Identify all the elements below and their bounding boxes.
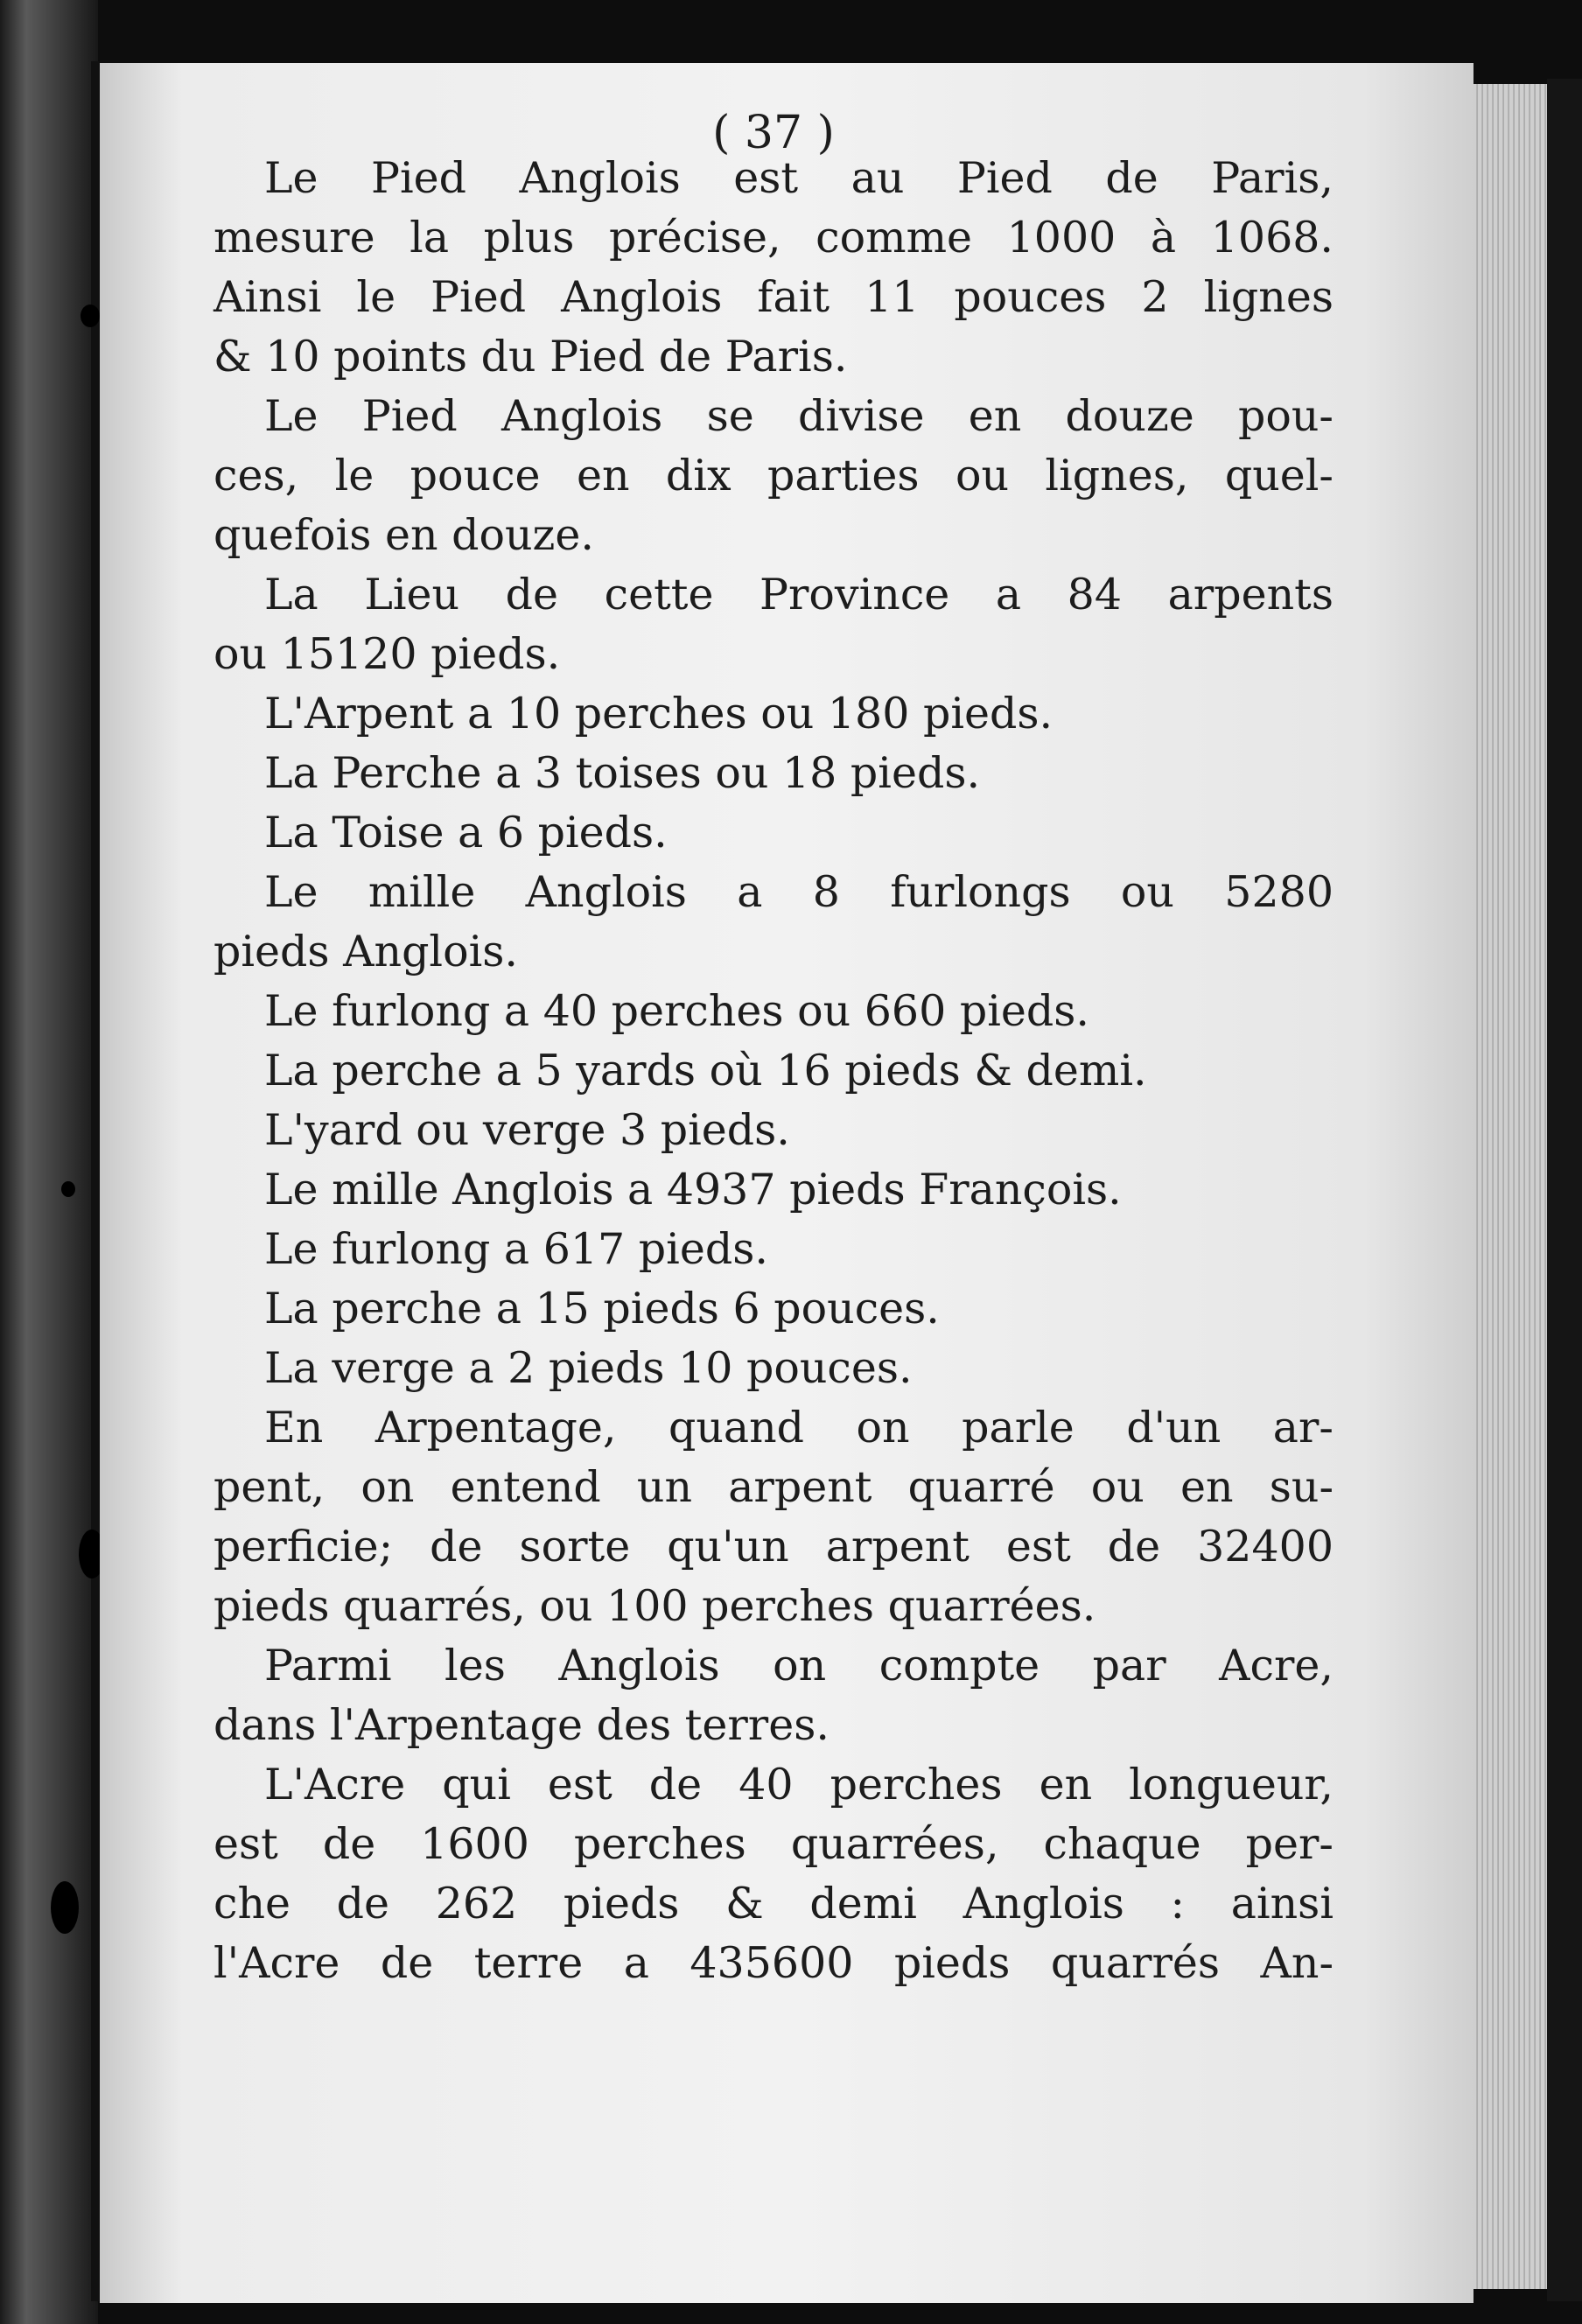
text-line: La Toise a 6 pieds. (264, 808, 668, 858)
text-line: ou 15120 pieds. (214, 629, 561, 679)
book-binding-gutter (0, 0, 98, 2324)
text-line: pent, on entend un arpent quarré ou en su- (214, 1462, 1334, 1512)
text-line: L'Acre qui est de 40 perches en longueur, (264, 1760, 1334, 1810)
text-line: Ainsi le Pied Anglois fait 11 pouces 2 lignes (214, 272, 1334, 322)
text-line: La perche a 5 yards où 16 pieds & demi. (264, 1046, 1147, 1096)
text-line: & 10 points du Pied de Paris. (214, 332, 848, 382)
text-line: Le mille Anglois a 8 furlongs ou 5280 (264, 867, 1334, 917)
text-line: perficie; de sorte qu'un arpent est de 32400 (214, 1522, 1334, 1572)
text-line: La verge a 2 pieds 10 pouces. (264, 1343, 913, 1393)
text-line: dans l'Arpentage des terres. (214, 1700, 830, 1750)
text-line: Parmi les Anglois on compte par Acre, (264, 1641, 1334, 1690)
text-line: ces, le pouce en dix parties ou lignes, quel- (214, 451, 1334, 500)
binding-hole-mark (51, 1881, 79, 1934)
text-line: L'Arpent a 10 perches ou 180 pieds. (264, 689, 1054, 738)
text-line: Le furlong a 40 perches ou 660 pieds. (264, 986, 1089, 1036)
text-line: Le Pied Anglois est au Pied de Paris, (264, 153, 1334, 203)
gutter-edge (91, 61, 100, 2301)
page-edge-stack (1474, 84, 1547, 2289)
text-line: En Arpentage, quand on parle d'un ar- (264, 1403, 1334, 1452)
text-line: L'yard ou verge 3 pieds. (264, 1105, 790, 1155)
text-line: Le furlong a 617 pieds. (264, 1224, 768, 1274)
text-line: Le Pied Anglois se divise en douze pou- (264, 391, 1334, 441)
text-line: l'Acre de terre a 435600 pieds quarrés An- (214, 1938, 1334, 1988)
binding-hole-mark (80, 304, 100, 327)
text-line: La Lieu de cette Province a 84 arpents (264, 570, 1334, 620)
text-line: La Perche a 3 toises ou 18 pieds. (264, 748, 981, 798)
text-line: che de 262 pieds & demi Anglois : ainsi (214, 1879, 1334, 1928)
text-line: quefois en douze. (214, 510, 594, 560)
page-number: ( 37 ) (712, 107, 835, 159)
text-line: Le mille Anglois a 4937 pieds François. (264, 1165, 1122, 1214)
binding-hole-mark (61, 1181, 75, 1197)
text-line: pieds Anglois. (214, 927, 519, 976)
text-line: pieds quarrés, ou 100 perches quarrées. (214, 1581, 1096, 1631)
text-line: mesure la plus précise, comme 1000 à 1068. (214, 213, 1334, 262)
text-line: La perche a 15 pieds 6 pouces. (264, 1284, 940, 1334)
scan-background-edge (1547, 79, 1582, 2301)
text-line: est de 1600 perches quarrées, chaque per- (214, 1819, 1334, 1869)
text-lines (214, 149, 1334, 1993)
